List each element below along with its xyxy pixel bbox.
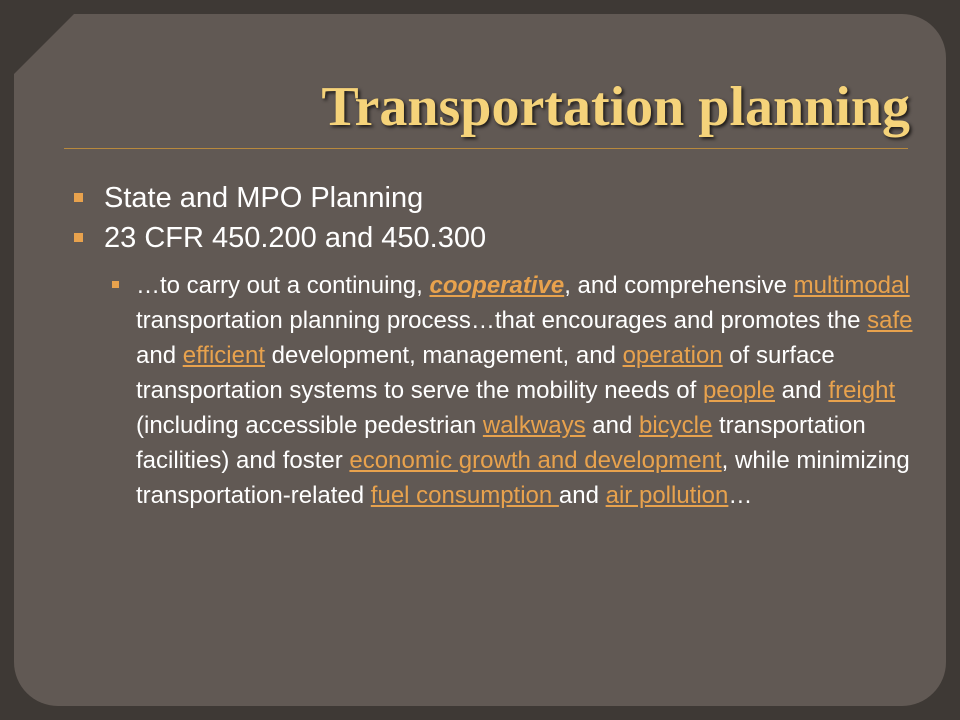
link-multimodal[interactable]: multimodal xyxy=(793,272,910,299)
quote-text: of surface transportation systems to serve the mobility needs of xyxy=(136,342,835,404)
quote-text: development, management, and xyxy=(265,342,623,369)
bullet-text: 23 CFR 450.200 and 450.300 xyxy=(104,222,487,254)
link-operation[interactable]: operation xyxy=(622,342,723,369)
square-bullet-icon xyxy=(74,193,83,202)
link-cooperative[interactable]: cooperative xyxy=(429,272,565,299)
quote-text: , and comprehensive xyxy=(564,272,794,299)
quote-text: transportation planning process…that encourages and promotes the xyxy=(136,307,868,334)
bullet-text: State and MPO Planning xyxy=(104,182,424,214)
bullet-list xyxy=(72,178,912,513)
bullet-item xyxy=(72,218,912,258)
link-freight[interactable]: freight xyxy=(828,377,896,404)
link-fuel-consumption[interactable]: fuel consumption xyxy=(370,482,559,509)
sub-bullet-quote xyxy=(104,268,944,513)
quote-text: … xyxy=(728,482,753,509)
quote-text: and xyxy=(585,412,639,439)
title-divider xyxy=(64,148,908,149)
square-bullet-icon xyxy=(74,233,83,242)
quote-text: and xyxy=(558,482,606,509)
link-efficient[interactable]: efficient xyxy=(182,342,265,369)
quote-text: , while minimizing transportation-related xyxy=(136,447,910,509)
quote-text: and xyxy=(775,377,829,404)
link-people[interactable]: people xyxy=(702,377,776,404)
slide-title: Transportation planning xyxy=(321,76,910,138)
square-bullet-icon xyxy=(112,281,119,288)
link-safe[interactable]: safe xyxy=(867,307,913,334)
quote-text: transportation facilities) and foster xyxy=(136,412,866,474)
link-walkways[interactable]: walkways xyxy=(482,412,586,439)
quote-text: and xyxy=(136,342,183,369)
link-bicycle[interactable]: bicycle xyxy=(638,412,713,439)
link-economic-growth[interactable]: economic growth and development xyxy=(349,447,722,474)
link-air-pollution[interactable]: air pollution xyxy=(605,482,729,509)
quote-text: …to carry out a continuing, xyxy=(136,272,430,299)
bullet-item xyxy=(72,178,912,218)
quote-text: (including accessible pedestrian xyxy=(136,412,483,439)
